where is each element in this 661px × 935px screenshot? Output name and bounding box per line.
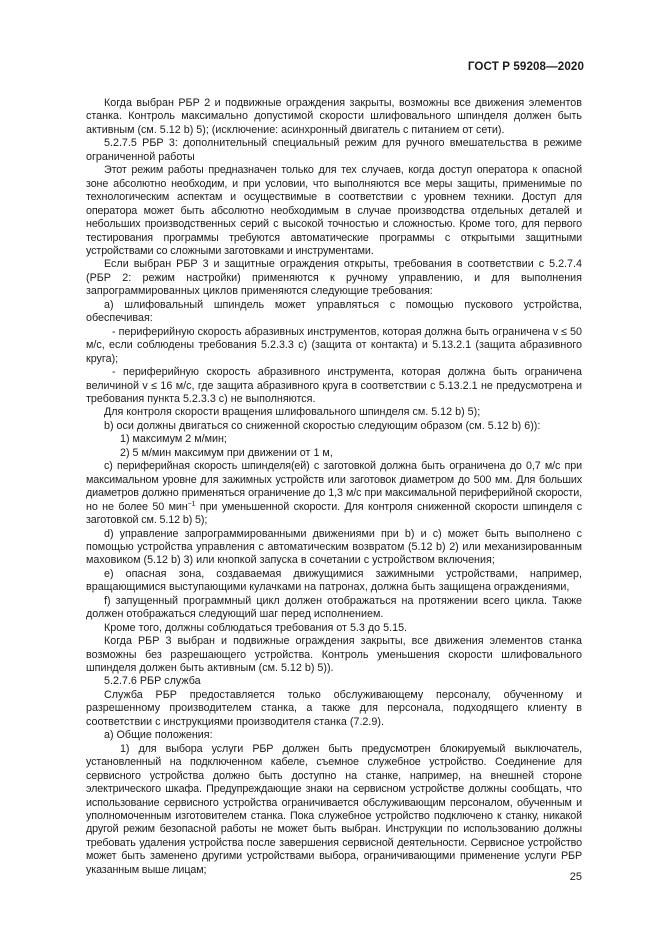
paragraph: Когда РБР 3 выбран и подвижные ограждения закрыты, все движения элементов станка возможны без разрешающего устройства. Контроль уменьшения скорости шлифовального шпинделя должен быть активным (см. 5.12 b) 5)). [86,635,582,675]
list-item-a: а) шлифовальный шпиндель может управляться с помощью пускового устройства, обеспечивая: [86,298,582,325]
paragraph: Для контроля скорости вращения шлифовального шпинделя см. 5.12 b) 5); [104,406,481,419]
list-item-c-text-continued: при уменьшенной скорости. Для контроля сниженной скорости шпинделя с заготовкой см. 5.12 b) 5); [86,500,582,527]
list-item-d: d) управление запрограммированными движениями при b) и c) может быть выполнено с помощью устройства управления с автоматическим возвратом (5.12 b) 2) или механизированным маховиком (5.12 b) 3) или кнопкой запуска в сочетании с устройством включения; [86,527,582,567]
list-subitem-1-service: 1) для выбора услуги РБР должен быть предусмотрен блокируемый выключатель, установленный на подключенном кабеле, съемное служебное устройство. Соединение для сервисного устройства должно быть доступно на станке, например, на внешней стороне электрического шкафа. Предупреждающие знаки на сервисном устройстве должны сообщать, что использование сервисного устройства ограничивается обслуживающим персоналом, обученным и уполномоченным изготовителем станка. Пока служебное устройство подключено к станку, никакой другой режим безопасной работы не может быть выбран. Инструкции по использованию должны требовать удаления устройства после завершения сервисной деятельности. Сервисное устройство может быть заменено другими устройствами выбора, ограничивающими применение услуги РБР указанным выше лицам; [86,742,582,876]
body-text [86,97,582,877]
list-item-a-general: а) Общие положения: [104,729,213,742]
superscript: −1 [187,500,196,508]
standard-number-header: ГОСТ Р 59208—2020 [467,60,584,73]
list-subitem-1: 1) максимум 2 м/мин; [120,433,227,446]
list-subitem: - периферийную скорость абразивного инструмента, которая должна быть ограничена величиной v ≤ 16 м/с, где защита абразивного круга в соответствии с 5.13.2.1 не предусмотрена и требования пункта 5.2.3.3 с) не выполняются. [86,366,582,405]
list-item-b: b) оси должны двигаться со сниженной скоростью следующим образом (см. 5.12 b) 6)): [104,419,541,432]
paragraph: Если выбран РБР 3 и защитные ограждения открыты, требования в соответствии с 5.2.7.4 (РБР 2: режим настройки) применяются к ручному управлению, и для выполнения запрограммированных циклов применяются следующие требования: [86,258,582,298]
list-item-f: f) запущенный программный цикл должен отображаться на протяжении всего цикла. Также должен отображаться следующий шаг перед исполнением. [86,594,582,621]
paragraph: Служба РБР предоставляется только обслуживающему персоналу, обученному и разрешенному производителем станка, а также для персонала, подходящего клиенту в соответствии с инструкциями производителя станка (7.2.9). [86,688,582,728]
list-item-e: e) опасная зона, создаваемая движущимися зажимными устройствами, например, вращающимися выступающими кулачками на патронах, должна быть защищена ограждениями, [86,567,582,594]
paragraph: Кроме того, должны соблюдаться требования от 5.3 до 5.15. [104,621,408,634]
list-subitem: - периферийную скорость абразивных инструментов, которая должна быть ограничена v ≤ 50 м/с, если соблюдены требования 5.2.3.3 с) (защита от контакта) и 5.13.2.1 (защита абразивного круга); [86,325,582,365]
list-item-c-text: c) периферийная скорость шпинделя(ей) с заготовкой должна быть ограничена до 0,7 м/с при максимальном уровне для зажимных устройств или заготовок диаметром до 500 мм. Для больших диаметров должно применяться ограничение до 1,3 м/с при максимальной периферийной скорости, но не более 50 мин [86,460,582,513]
section-heading-5-2-7-5: 5.2.7.5 РБР 3: дополнительный специальный режим для ручного вмешательства в режиме ограниченной работы [86,137,582,163]
paragraph: Этот режим работы предназначен только для тех случаев, когда доступ оператора к опасной зоне абсолютно необходим, и при условии, что выполняются все меры защиты, применимые по технологическим аспектам и осуществимые в соответствии с уровнем техники. Доступ для оператора может быть абсолютно необходимым в случае производства отдельных деталей и небольших производственных серий с высокой точностью и сложностью. Кроме того, для первого тестирования программы требуются автоматические программы с открытыми защитными устройствами со сложными заготовками и инструментами. [86,164,582,257]
paragraph: Когда выбран РБР 2 и подвижные ограждения закрыты, возможны все движения элементов станка. Контроль максимально допустимой скорости шлифовального шпинделя должен быть активным (см. 5.12 b) 5); (исключение: асинхронный двигатель с питанием от сети). [86,97,582,136]
page-number: 25 [569,871,582,883]
section-heading-5-2-7-6: 5.2.7.6 РБР служба [104,675,201,688]
list-subitem-2: 2) 5 м/мин максимум при движении от 1 м, [120,446,333,459]
list-item-c [86,460,582,527]
